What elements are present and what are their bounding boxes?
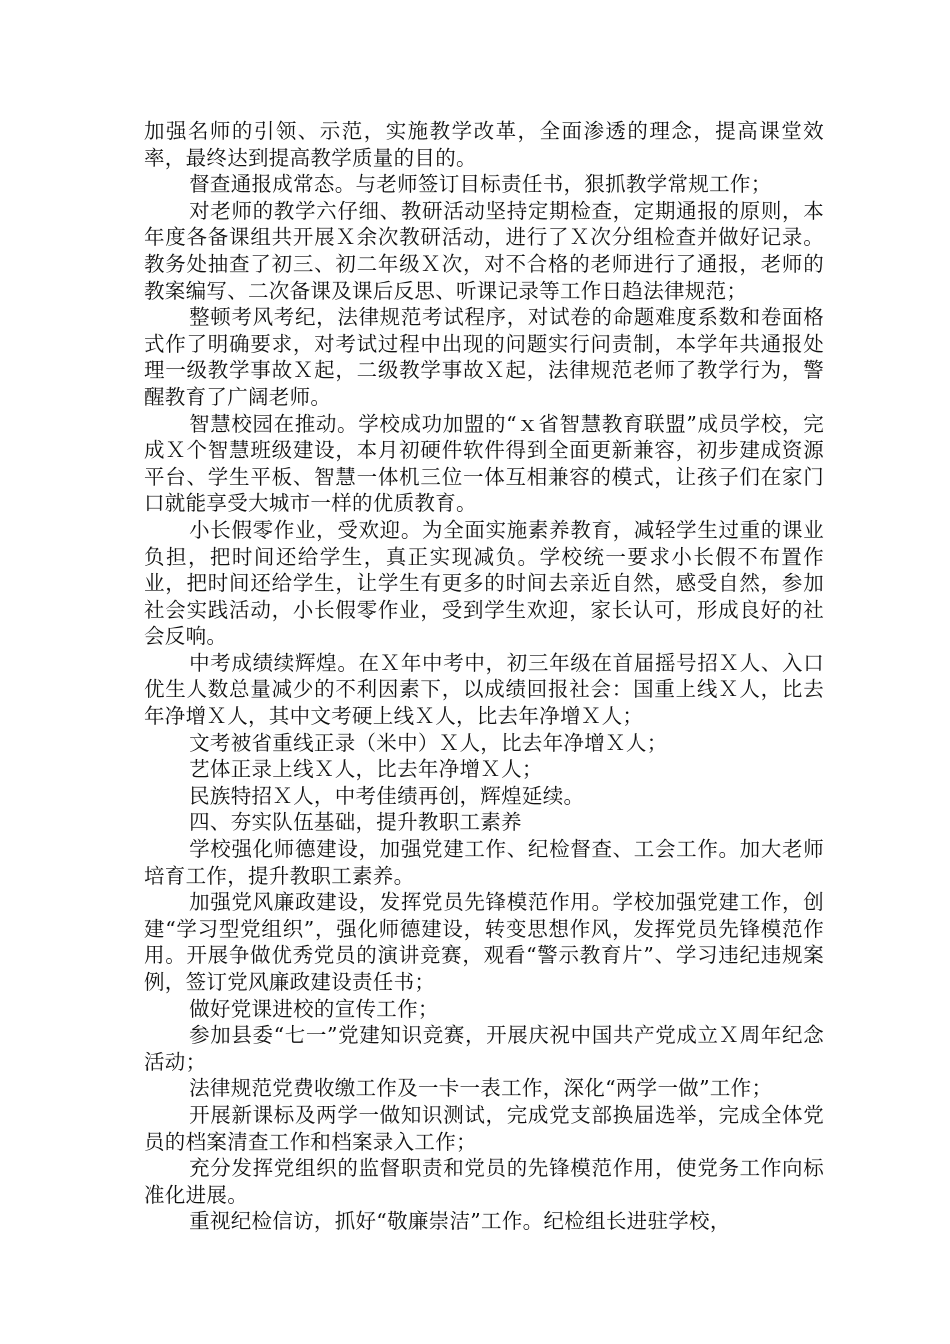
paragraph: 文考被省重线正录（米中）Ｘ人，比去年净增Ｘ人； (189, 730, 668, 755)
paragraph: 整顿考风考纪，法律规范考试程序，对试卷的命题难度系数和卷面格式作了明确要求，对考试过程中出现的问题实行问责制，本学年共通报处理一级教学事故Ｘ起，二级教学事故Ｘ起，法律规范老师了教学行为，警醒教育了广阔老师。 (144, 305, 824, 409)
paragraph: 学校强化师德建设，加强党建工作、纪检督查、工会工作。加大老师培育工作，提升教职工素养。 (144, 837, 824, 888)
paragraph: 开展新课标及两学一做知识测试，完成党支部换届选举，完成全体党员的档案清查工作和档案录入工作； (144, 1102, 824, 1154)
paragraph: 加强党风廉政建设，发挥党员先锋模范作用。学校加强党建工作，创建“学习型党组织”，强化师德建设，转变思想作风，发挥党员先锋模范作用。开展争做优秀党员的演讲竞赛，观看“警示教育片”、学习违纪违规案例，签订党风廉政建设责任书； (144, 890, 824, 994)
paragraph: 加强名师的引领、示范，实施教学改革，全面渗透的理念，提高课堂效率，最终达到提高教学质量的目的。 (144, 119, 824, 170)
paragraph: 中考成绩续辉煌。在Ｘ年中考中，初三年级在首届摇号招Ｘ人、入口优生人数总量减少的不利因素下，以成绩回报社会：国重上线Ｘ人，比去年净增Ｘ人，其中文考硬上线Ｘ人，比去年净增Ｘ人； (144, 650, 824, 729)
document-body (144, 118, 824, 1235)
paragraph: 充分发挥党组织的监督职责和党员的先锋模范作用，使党务工作向标准化进展。 (144, 1156, 824, 1207)
paragraph: 小长假零作业，受欢迎。为全面实施素养教育，减轻学生过重的课业负担，把时间还给学生，真正实现减负。学校统一要求小长假不布置作业，把时间还给学生，让学生有更多的时间去亲近自然，感受自然，参加社会实践活动，小长假零作业，受到学生欢迎，家长认可，形成良好的社会反响。 (144, 517, 824, 649)
paragraph: 法律规范党费收缴工作及一卡一表工作，深化“两学一做”工作； (189, 1076, 773, 1101)
paragraph: 艺体正录上线Ｘ人，比去年净增Ｘ人； (189, 757, 543, 782)
paragraph: 参加县委“七一”党建知识竞赛，开展庆祝中国共产党成立Ｘ周年纪念活动； (144, 1023, 824, 1074)
paragraph: 督查通报成常态。与老师签订目标责任书，狠抓教学常规工作； (189, 172, 772, 197)
paragraph: 智慧校园在推动。学校成功加盟的“ｘ省智慧教育联盟”成员学校，完成Ｘ个智慧班级建设，本月初硬件软件得到全面更新兼容，初步建成资源平台、学生平板、智慧一体机三位一体互相兼容的模式，让孩子们在家门口就能享受大城市一样的优质教育。 (144, 411, 824, 516)
paragraph: 对老师的教学六仔细、教研活动坚持定期检查，定期通报的原则，本年度各备课组共开展Ｘ余次教研活动，进行了Ｘ次分组检查并做好记录。教务处抽查了初三、初二年级Ｘ次，对不合格的老师进行了通报，老师的教案编写、二次备课及课后反思、听课记录等工作日趋法律规范； (144, 198, 824, 303)
paragraph: 四、夯实队伍基础，提升教职工素养 (189, 810, 522, 835)
paragraph: 做好党课进校的宣传工作； (189, 996, 439, 1021)
paragraph: 民族特招Ｘ人，中考佳绩再创，辉煌延续。 (189, 783, 585, 808)
paragraph: 重视纪检信访，抓好“敬廉崇洁”工作。纪检组长进驻学校， (189, 1209, 731, 1234)
